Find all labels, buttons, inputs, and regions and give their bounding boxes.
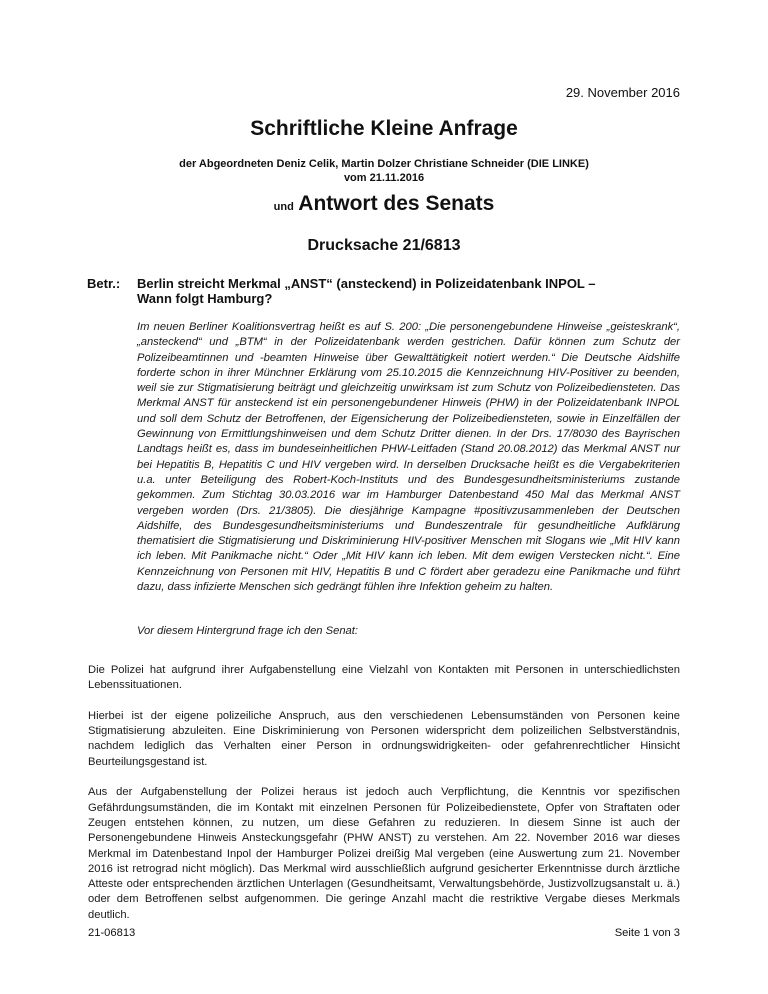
body-paragraph: Hierbei ist der eigene polizeiliche Anspruch, aus den verschiedenen Lebensumständen von Personen keine Stigmatisierung abzuleiten. Eine Diskriminierung von Personen widerspricht dem polizeilichen Selbstverständnis, nachdem lediglich das Verhalten einer Person in ordnungswidrigkeiten- oder gefahrenrechtlicher Hinsicht Beurteilungsgestand ist. — [88, 709, 680, 768]
document-date: 29. November 2016 — [565, 85, 680, 100]
intro-paragraph: Im neuen Berliner Koalitionsvertrag heißt es auf S. 200: „Die personengebundene Hinweise „geisteskrank“, „ansteckend“ und „BTM“ in der Polizeidatenbank werden gestrichen. Dafür können zum Schutz der Polizeibeamtinnen und -beamten Hinweise über Gewalttätigkeit notiert werden.“ Die Deutsche Aidshilfe forderte schon in ihrer Münchner Erklärung vom 25.10.2015 die Kennzeichnung HIV-Positiver zu beenden, weil sie zur Stigmatisierung beiträgt und gleichzeitig unwirksam ist zum Schutz von Polizeibediensteten. Das Merkmal ANST für ansteckend ist ein personengebundener Hinweis (PHW) in der Polizeidatenbank INPOL und soll dem Schutz der Betroffenen, der Eigensicherung der Polizeibediensteten, sowie in Einzelfällen der Gewinnung von Ermittlungshinweisen und dem Schutz Dritter dienen. In der Drs. 17/8030 des Bayrischen Landtags heißt es, dass im bundeseinheitlichen PHW-Leitfaden (Stand 20.08.2012) das Merkmal ANST nur bei Hepatitis B, Hepatitis C und HIV vergeben wird. In derselben Drucksache heißt es die Vergabekriterien u.a. unter Beteiligung des Robert-Koch-Instituts und des Bundesgesundheitsministeriums zustande gekommen. Zum Stichtag 30.03.2016 war im Hamburger Datenbestand 450 Mal das Merkmal ANST vergeben worden (Drs. 21/3805). Die diesjährige Kampagne #positivzusammenleben der Deutschen Aidshilfe, des Bundesgesundheitsministeriums und Bundeszentrale für gesundheitliche Aufklärung thematisiert die Stigmatisierung und Diskriminierung HIV-positiver Menschen mit Slogans wie „Mit HIV kann ich leben. Mit Panikmache nicht.“ Oder „Mit HIV kann ich leben. Mit dem ewigen Verstecken nicht.“. Eine Kennzeichnung von Personen mit HIV, Hepatitis B und C fördert aber geradezu eine Panikmache und führt dazu, dass infizierte Menschen sich gedrängt fühlen ihre Infektion geheim zu halten. — [137, 321, 680, 594]
footer-doc-number: 21-06813 — [88, 927, 136, 939]
answer-heading — [0, 192, 768, 216]
question-lead: Vor diesem Hintergrund frage ich den Senat: — [137, 625, 358, 637]
subject-line: Berlin streicht Merkmal „ANST“ (ansteckend) in Polizeidatenbank INPOL – — [137, 276, 596, 291]
body-paragraph: Die Polizei hat aufgrund ihrer Aufgabenstellung eine Vielzahl von Kontakten mit Personen in unterschiedlichsten Lebenssituationen. — [88, 664, 680, 692]
subject-line: Wann folgt Hamburg? — [137, 291, 273, 306]
question-intro — [137, 320, 680, 595]
subject-text — [137, 276, 697, 306]
drucksache-number: Drucksache 21/6813 — [307, 237, 461, 254]
body-paragraph: Aus der Aufgabenstellung der Polizei heraus ist jedoch auch Verpflichtung, die Kenntnis vor spezifischen Gefährdungsumständen, die im Kontakt mit einzelnen Personen für Polizeibedienstete, Opfer von Straftaten oder Zeugen entstehen können, zu nutzen, um diese Gefahren zu reduzieren. In diesem Sinne ist auch der Personengebundene Hinweis Ansteckungsgefahr (PHW ANST) zu verstehen. Am 22. November 2016 war dieses Merkmal im Datenbestand Inpol der Hamburger Polizei dreißig Mal vergeben (eine Auswertung zum 21. November 2016 ist retrograd nicht möglich). Das Merkmal wird ausschließlich aufgrund gesicherter Erkenntnisse durch ärztliche Atteste oder entsprechenden ärztlichen Unterlagen (Gesundheitsamt, Verwaltungsbehörde, Justizvollzugsanstalt u. ä.) oder dem Betroffenen selbst aufgenommen. Die geringe Anzahl macht die restriktive Vergabe dieses Merkmals deutlich. — [88, 786, 680, 921]
subject-label: Betr.: — [87, 276, 121, 291]
answer-body — [88, 663, 680, 938]
request-date: vom 21.11.2016 — [343, 172, 425, 184]
authors-block — [0, 157, 768, 185]
document-title: Schriftliche Kleine Anfrage — [250, 117, 518, 140]
authors-line: der Abgeordneten Deniz Celik, Martin Dolzer Christiane Schneider (DIE LINKE) — [179, 158, 589, 170]
answer-prefix: und — [273, 201, 294, 213]
footer-page-number: Seite 1 von 3 — [614, 927, 680, 939]
answer-title: Antwort des Senats — [298, 192, 495, 215]
